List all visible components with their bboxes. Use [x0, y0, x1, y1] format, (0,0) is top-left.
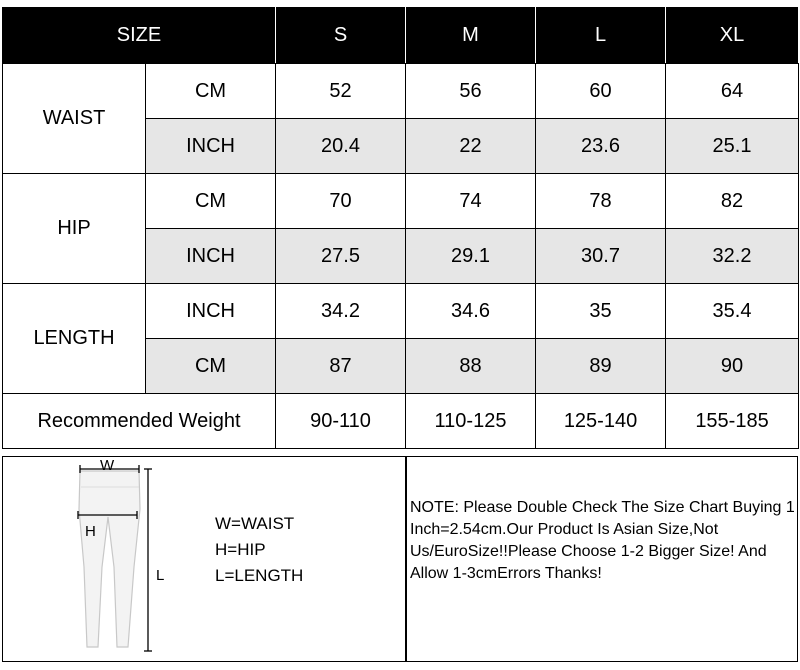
legend: [215, 511, 303, 589]
unit-label: CM: [146, 174, 276, 229]
table-cell: 56: [406, 64, 536, 119]
table-cell: 87: [276, 339, 406, 394]
hip-label: HIP: [3, 174, 146, 284]
size-l-header: L: [536, 7, 666, 64]
table-cell: 25.1: [666, 119, 799, 174]
table-cell: 78: [536, 174, 666, 229]
leggings-diagram: [63, 457, 183, 661]
length-label: LENGTH: [3, 284, 146, 394]
unit-label: INCH: [146, 229, 276, 284]
table-cell: 110-125: [406, 394, 536, 449]
table-cell: 35: [536, 284, 666, 339]
table-cell: 90-110: [276, 394, 406, 449]
table-cell: 89: [536, 339, 666, 394]
size-s-header: S: [276, 7, 406, 64]
legend-length: L=LENGTH: [215, 566, 304, 585]
table-cell: 64: [666, 64, 799, 119]
l-mark: L: [156, 567, 165, 584]
legend-waist: W=WAIST: [215, 514, 295, 533]
table-cell: 60: [536, 64, 666, 119]
waist-label: WAIST: [3, 64, 146, 174]
table-cell: 70: [276, 174, 406, 229]
size-xl-header: XL: [666, 7, 799, 64]
divider: [405, 457, 407, 661]
size-m-header: M: [406, 7, 536, 64]
table-cell: 20.4: [276, 119, 406, 174]
size-table: [2, 6, 799, 449]
table-cell: 52: [276, 64, 406, 119]
header-row: [3, 7, 799, 64]
table-cell: 88: [406, 339, 536, 394]
table-cell: 90: [666, 339, 799, 394]
table-cell: 30.7: [536, 229, 666, 284]
table-cell: 82: [666, 174, 799, 229]
w-mark: W: [100, 457, 115, 474]
table-cell: 22: [406, 119, 536, 174]
weight-row: [3, 394, 799, 449]
table-cell: 32.2: [666, 229, 799, 284]
size-header: SIZE: [3, 7, 276, 64]
hip-cm-row: [3, 174, 799, 229]
waist-cm-row: [3, 64, 799, 119]
length-inch-row: [3, 284, 799, 339]
table-cell: 29.1: [406, 229, 536, 284]
unit-label: CM: [146, 339, 276, 394]
table-cell: 125-140: [536, 394, 666, 449]
unit-label: INCH: [146, 119, 276, 174]
unit-label: INCH: [146, 284, 276, 339]
h-mark: H: [85, 523, 96, 540]
measurement-guide: [2, 456, 798, 662]
table-cell: 74: [406, 174, 536, 229]
size-note: NOTE: Please Double Check The Size Chart Buying 1 Inch=2.54cm.Our Product Is Asian Size,Not Us/EuroSize!!Please Choose 1-2 Bigger Size! And Allow 1-3cmErrors Thanks!: [410, 499, 795, 582]
unit-label: CM: [146, 64, 276, 119]
table-cell: 155-185: [666, 394, 799, 449]
table-cell: 23.6: [536, 119, 666, 174]
table-cell: 35.4: [666, 284, 799, 339]
table-cell: 34.2: [276, 284, 406, 339]
table-cell: 27.5: [276, 229, 406, 284]
weight-label: Recommended Weight: [3, 394, 276, 449]
table-cell: 34.6: [406, 284, 536, 339]
legend-hip: H=HIP: [215, 540, 266, 559]
